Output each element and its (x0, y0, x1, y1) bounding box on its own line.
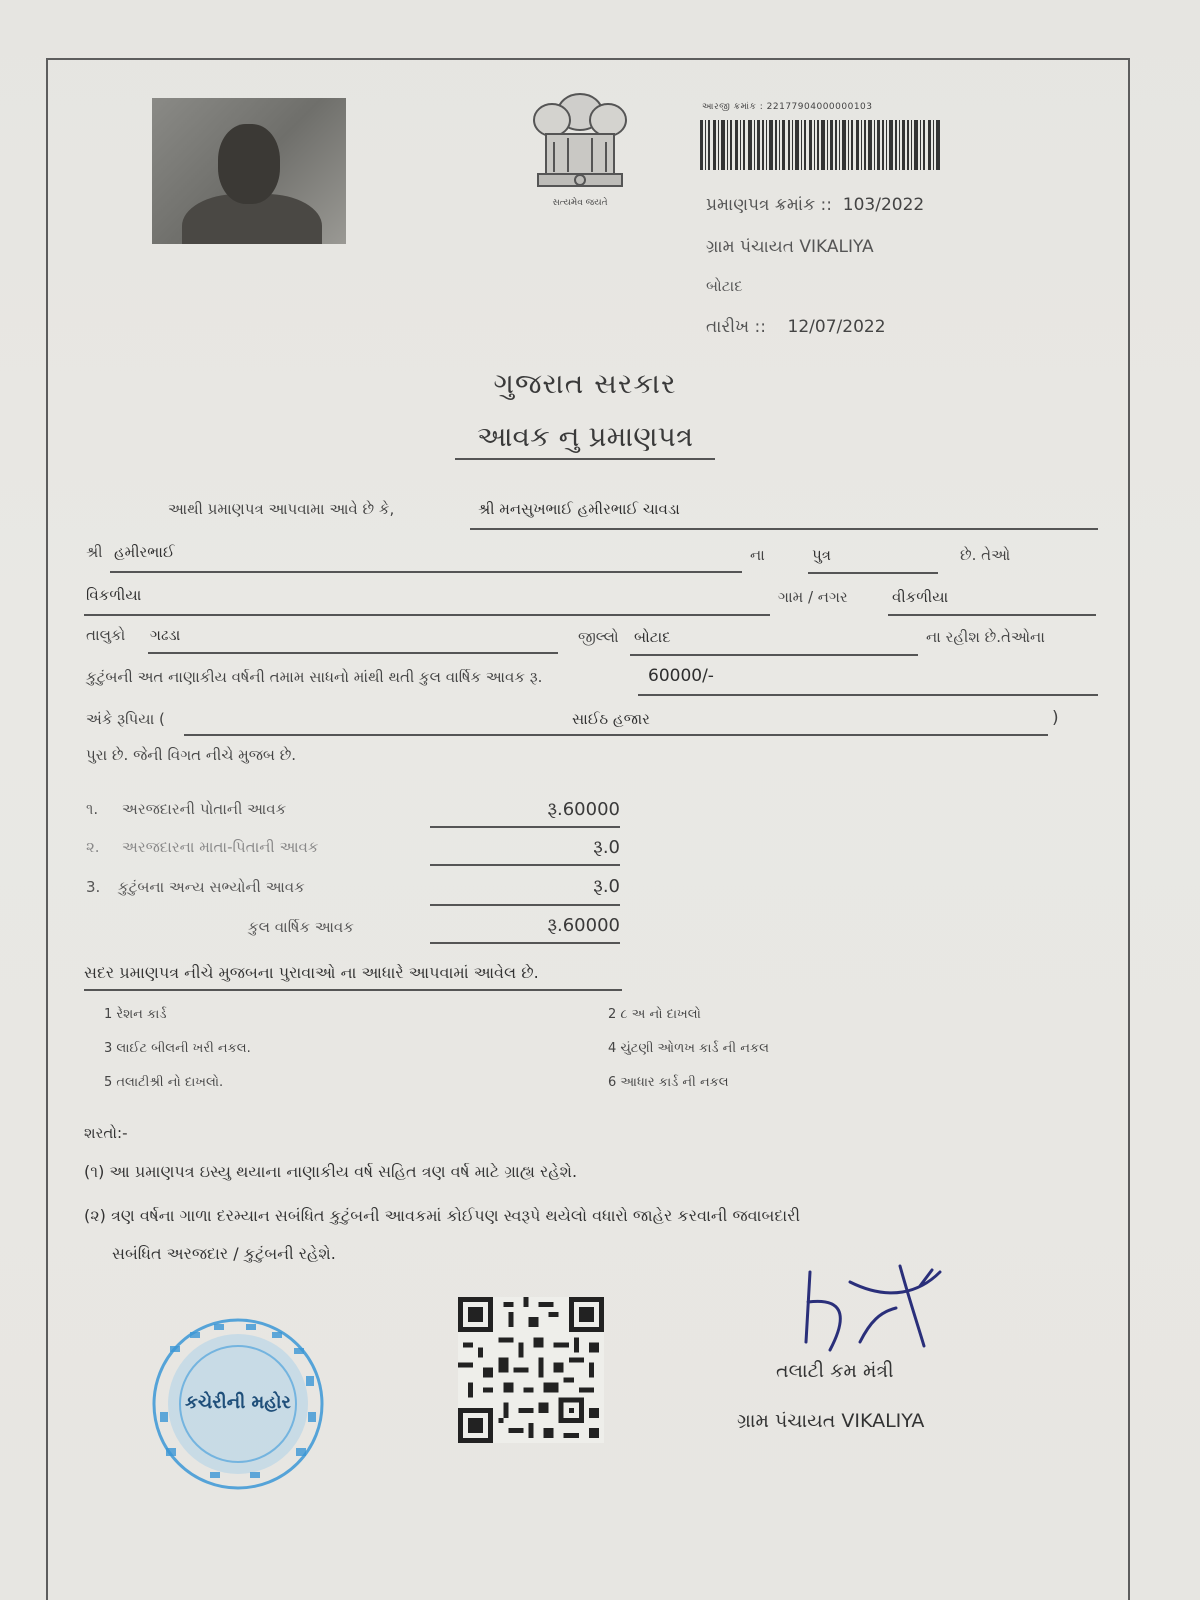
taluka-label: તાલુકો (86, 626, 126, 644)
certificate-title: આવક નુ પ્રમાણપત્ર (455, 420, 715, 460)
condition-2: (૨) ત્રણ વર્ષના ગાળા દરમ્યાન સબંધિત કુટુંબની આવકમાં કોઈપણ સ્વરૂપે થયેલો વધારો જાહેર કરવાની જવાબદારી (84, 1206, 801, 1225)
proof-item-4: 4 ચુંટણી ઓળખ કાર્ડ ની નકલ (608, 1041, 769, 1056)
proof-item-5: 5 તલાટીશ્રી નો દાખલો. (104, 1075, 224, 1090)
income-row-3-number: 3. (86, 878, 101, 896)
gram-panchayat: ગ્રામ પંચાયત VIKALIYA (706, 237, 874, 257)
income-row-1-line (430, 826, 620, 828)
date-row (706, 317, 886, 337)
resident-text: ના રહીશ છે.તેઓના (926, 628, 1045, 646)
certificate-number-label: પ્રમાણપત્ર ક્રમાંક :: (706, 195, 832, 215)
conditions-heading: શરતો:- (84, 1124, 128, 1142)
jillo-label: જીલ્લો (578, 628, 619, 646)
income-row-1-amount: રૂ.60000 (547, 799, 620, 820)
relation-line (808, 572, 938, 574)
condition-1: (૧) આ પ્રમાણપત્ર ઇસ્યુ થયાના નાણાકીય વર્ષ સહિત ત્રણ વર્ષ માટે ગ્રાહ્ય રહેશે. (84, 1162, 578, 1181)
signatory-office: ગ્રામ પંચાયત VIKALIYA (737, 1410, 925, 1432)
amount-words-line (184, 734, 1048, 736)
close-paren: ) (1052, 708, 1059, 728)
income-row-3-line (430, 904, 620, 906)
income-row-2-amount: રૂ.0 (593, 837, 620, 858)
income-row-2-number: ૨. (86, 838, 100, 856)
proof-item-6: 6 આધાર કાર્ડ ની નકલ (608, 1075, 729, 1090)
national-emblem-icon (524, 82, 636, 212)
income-row-1-number: ૧. (86, 800, 99, 818)
taluka: ગઢડા (150, 626, 181, 644)
qr-code-icon (458, 1296, 604, 1444)
proof-item-3: 3 લાઈટ બીલની ખરી નકલ. (104, 1041, 251, 1056)
village-line (888, 614, 1096, 616)
certificate-number: 103/2022 (842, 195, 925, 215)
amount-words: સાઈઠ હજાર (572, 710, 650, 728)
total-income-line (430, 942, 620, 944)
applicant-name: શ્રી મનસુખભાઈ હમીરભાઈ ચાવડા (478, 500, 680, 518)
income-row-1-label: અરજદારની પોતાની આવક (122, 800, 287, 818)
jillo-line (630, 654, 918, 656)
details-line: પુરા છે. જેની વિગત નીચે મુજબ છે. (86, 746, 297, 764)
government-title: ગુજરાત સરકાર (493, 367, 677, 400)
amount-words-label: અંકે રૂપિયા ( (86, 710, 165, 728)
issue-date: 12/07/2022 (787, 317, 886, 337)
emblem-motto: સત્યમેવ જયતે (552, 198, 608, 208)
signature (800, 1262, 950, 1372)
office-stamp (150, 1316, 326, 1492)
income-row-2-line (430, 864, 620, 866)
barcode-icon (700, 120, 940, 170)
date-label: તારીખ :: (706, 317, 766, 337)
father-name: હમીરભાઈ (114, 543, 175, 561)
district: બોટાદ (706, 277, 743, 295)
condition-2-continued: સબંધિત અરજદાર / કુટુંબની રહેશે. (112, 1244, 336, 1263)
shri-label: શ્રી (86, 543, 103, 561)
proofs-heading: સદર પ્રમાણપત્ર નીચે મુજબના પુરાવાઓ ના આધારે આપવામાં આવેલ છે. (84, 963, 622, 991)
signatory-title: તલાટી કમ મંત્રી (776, 1360, 894, 1382)
income-row-3-label: કુટુંબના અન્ય સભ્યોની આવક (118, 878, 305, 896)
barcode-number: આરજી ક્રમાંક : 22177904000000103 (702, 102, 873, 112)
total-income-label: કુલ વાર્ષિક આવક (248, 918, 354, 936)
jillo: બોટાદ (634, 628, 671, 646)
gam-nagar-label: ગામ / નગર (778, 588, 848, 606)
proof-item-2: 2 ૮ અ નો દાખલો (608, 1007, 701, 1022)
village: વીકળીયા (892, 588, 949, 606)
na-label: ના (750, 546, 765, 564)
income-line-text: કુટુંબની અત નાણાકીય વર્ષની તમામ સાધનો માંથી થતી કુલ વાર્ષિક આવક રૂ. (86, 668, 543, 686)
taluka-line (148, 652, 558, 654)
income-row-2-label: અરજદારના માતા-પિતાની આવક (122, 838, 319, 856)
father-name-line (110, 571, 742, 573)
intro-text: આથી પ્રમાણપત્ર આપવામા આવે છે કે, (168, 500, 395, 518)
applicant-photo (152, 98, 346, 244)
chhe-teo-label: છે. તેઓ (960, 546, 1011, 564)
income-amount-line (638, 694, 1098, 696)
relation: પુત્ર (812, 546, 831, 564)
total-income-amount: રૂ.60000 (547, 915, 620, 936)
income-amount: 60000/- (648, 666, 714, 686)
address-line (84, 614, 770, 616)
income-row-3-amount: રૂ.0 (593, 876, 620, 897)
proof-item-1: 1 રેશન કાર્ડ (104, 1007, 167, 1022)
stamp-text: કચેરીની મહોર (185, 1392, 291, 1413)
applicant-name-line (470, 528, 1098, 530)
certificate-number-row (706, 195, 924, 215)
address: વિકળીયા (86, 586, 142, 604)
